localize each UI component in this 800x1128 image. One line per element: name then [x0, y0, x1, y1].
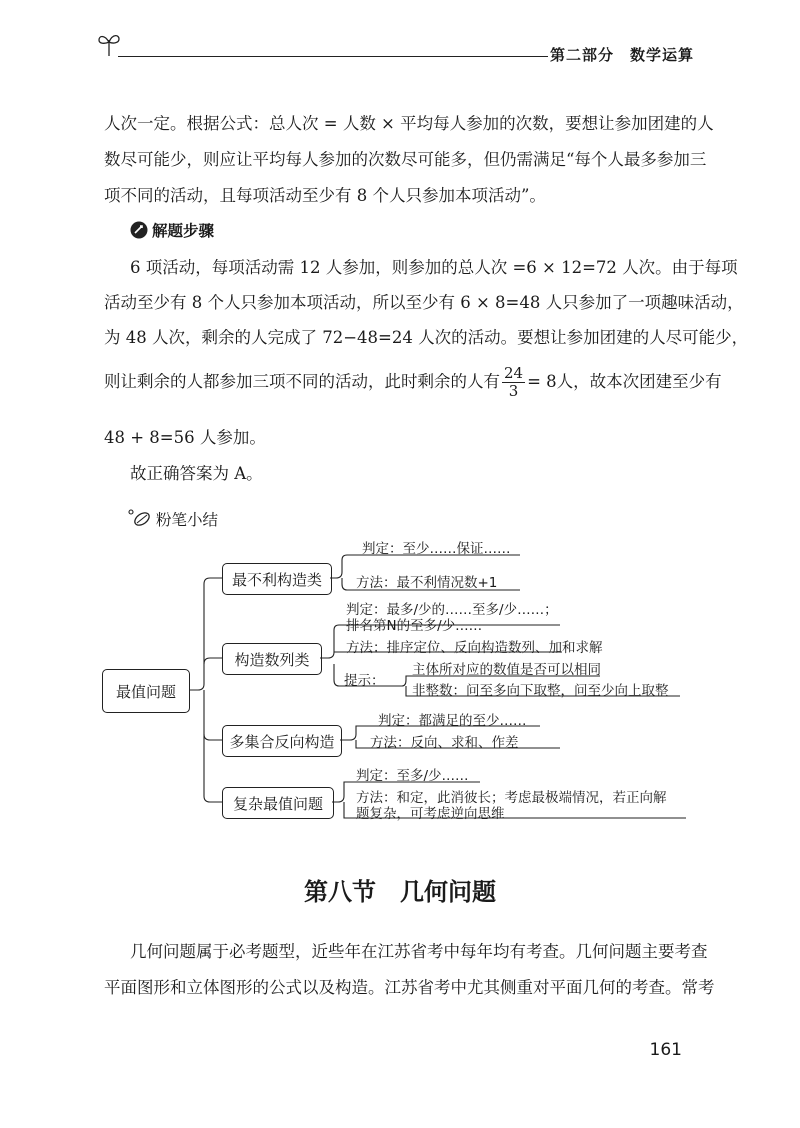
steps-line-last: 48 + 8=56 人参加。	[104, 428, 266, 447]
fraction-denominator: 3	[508, 382, 519, 400]
header-title: 第二部分 数学运算	[549, 46, 694, 64]
branch-4-item-1: 判定：至多/少……	[356, 768, 469, 784]
steps-line-2: 活动至少有 8 个人只参加本项活动，所以至少有 6 × 8=48 人只参加了一项趣味活动，	[104, 293, 744, 312]
branch-1-item-1: 判定：至少……保证……	[362, 541, 511, 557]
steps-line-3: 为 48 人次，剩余的人完成了 72−48=24 人次的活动。要想让参加团建的人尽可能少，	[104, 328, 749, 347]
branch-box-2: 构造数列类	[222, 643, 322, 675]
mindmap-root: 最值问题	[102, 669, 190, 713]
branch-3-item-1: 判定：都满足的至少……	[378, 713, 527, 729]
branch-box-4: 复杂最值问题	[222, 787, 334, 819]
branch-2-item-1: 判定：最多/少的……至多/少……；	[346, 602, 558, 618]
branch-2-item-3: 方法：排序定位、反向构造数列、加和求解	[346, 640, 603, 656]
intro-line-1: 人次一定。根据公式：总人次 = 人数 × 平均每人参加的次数，要想让参加团建的人	[104, 114, 714, 133]
fraction-text-after: = 8人，故本次团建至少有	[527, 372, 722, 391]
intro-line-2: 数尽可能少，则应让平均每人参加的次数尽可能多，但仍需满足“每个人最多参加三	[104, 150, 707, 169]
branch-2-item-2: 排名第N的至多/少……	[346, 618, 483, 634]
section-title: 第八节 几何问题	[304, 878, 496, 906]
branch-3-item-2: 方法：反向、求和、作差	[370, 735, 519, 751]
fraction-numerator: 24	[504, 364, 524, 382]
branch-4-item-3: 题复杂，可考虑逆向思维	[356, 806, 505, 822]
section-line-1: 几何问题属于必考题型，近些年在江苏省考中每年均有考查。几何问题主要考查	[130, 942, 708, 961]
branch-2-tip-2: 非整数：问至多向下取整，问至少向上取整	[412, 683, 669, 699]
branch-2-tip-label: 提示：	[344, 673, 385, 689]
answer-line: 故正确答案为 A。	[130, 464, 263, 483]
steps-line-1: 6 项活动，每项活动需 12 人参加，则参加的总人次 =6 × 12=72 人次。由于每项	[130, 258, 738, 277]
branch-1-item-2: 方法：最不利情况数+1	[356, 575, 498, 591]
section-line-2: 平面图形和立体图形的公式以及构造。江苏省考中尤其侧重对平面几何的考查。常考	[104, 978, 715, 997]
summary-label: 粉笔小结	[156, 511, 219, 529]
intro-line-3: 项不同的活动，且每项活动至少有 8 个人只参加本项活动”。	[104, 186, 546, 205]
branch-4-item-2: 方法：和定，此消彼长；考虑最极端情况，若正向解	[356, 790, 667, 806]
branch-box-3: 多集合反向构造	[222, 725, 342, 757]
fraction-text-before: 则让剩余的人都参加三项不同的活动，此时剩余的人有	[104, 372, 500, 391]
page-number: 161	[649, 1040, 682, 1060]
branch-2-tip-1: 主体所对应的数值是否可以相同	[412, 662, 601, 678]
branch-box-1: 最不利构造类	[222, 563, 332, 595]
steps-label: 解题步骤	[152, 222, 215, 240]
